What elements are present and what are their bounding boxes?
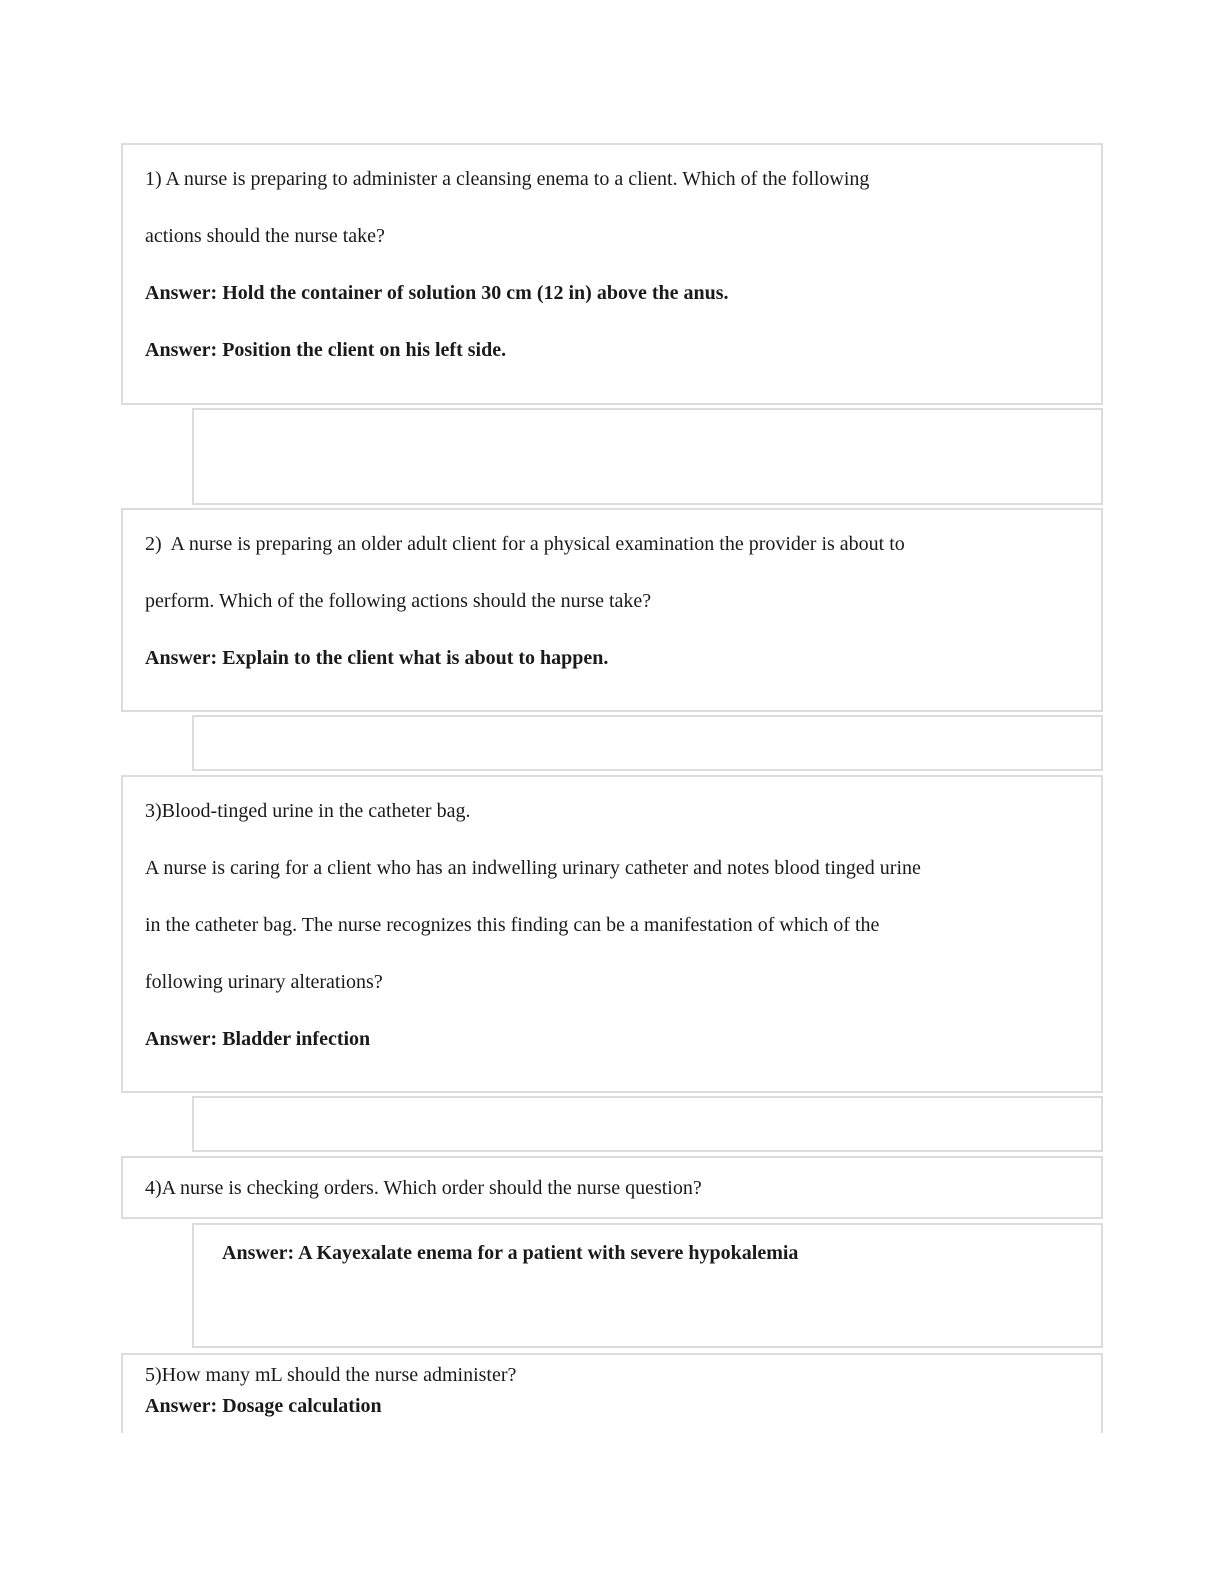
question-4-box: [121, 1156, 1103, 1219]
question-4-text-line: 4)A nurse is checking orders. Which order should the nurse question?: [145, 1177, 702, 1199]
question-2-text-line: 2) A nurse is preparing an older adult client for a physical examination the provider is about to: [145, 533, 905, 555]
question-1-box: [121, 143, 1103, 405]
question-1-text-line: 1) A nurse is preparing to administer a cleansing enema to a client. Which of the following: [145, 168, 870, 190]
empty-spacer-box: [192, 1096, 1103, 1152]
question-1-answer-line: Answer: Hold the container of solution 30 cm (12 in) above the anus.: [145, 282, 729, 304]
question-3-text-line: A nurse is caring for a client who has an indwelling urinary catheter and notes blood tinged urine: [145, 857, 921, 879]
question-3-text-line: in the catheter bag. The nurse recognizes this finding can be a manifestation of which of the: [145, 914, 880, 936]
question-3-text-line: following urinary alterations?: [145, 971, 383, 993]
document-page: [121, 0, 1103, 1433]
question-5-box: [121, 1353, 1103, 1433]
question-2-answer-line: Answer: Explain to the client what is about to happen.: [145, 647, 609, 669]
question-4-answer-line: Answer: A Kayexalate enema for a patient with severe hypokalemia: [222, 1242, 799, 1264]
question-2-box: [121, 508, 1103, 712]
empty-spacer-box: [192, 408, 1103, 505]
question-5-answer-line: Answer: Dosage calculation: [145, 1395, 382, 1417]
question-5-text-line: 5)How many mL should the nurse administer?: [145, 1364, 517, 1386]
question-1-text-line: actions should the nurse take?: [145, 225, 385, 247]
question-1-answer-line: Answer: Position the client on his left side.: [145, 339, 507, 361]
question-2-text-line: perform. Which of the following actions should the nurse take?: [145, 590, 652, 612]
question-3-box: [121, 775, 1103, 1093]
empty-spacer-box: [192, 715, 1103, 771]
question-3-text-line: 3)Blood-tinged urine in the catheter bag.: [145, 800, 471, 822]
question-4-answer-box: [192, 1223, 1103, 1348]
question-3-answer-line: Answer: Bladder infection: [145, 1028, 371, 1050]
